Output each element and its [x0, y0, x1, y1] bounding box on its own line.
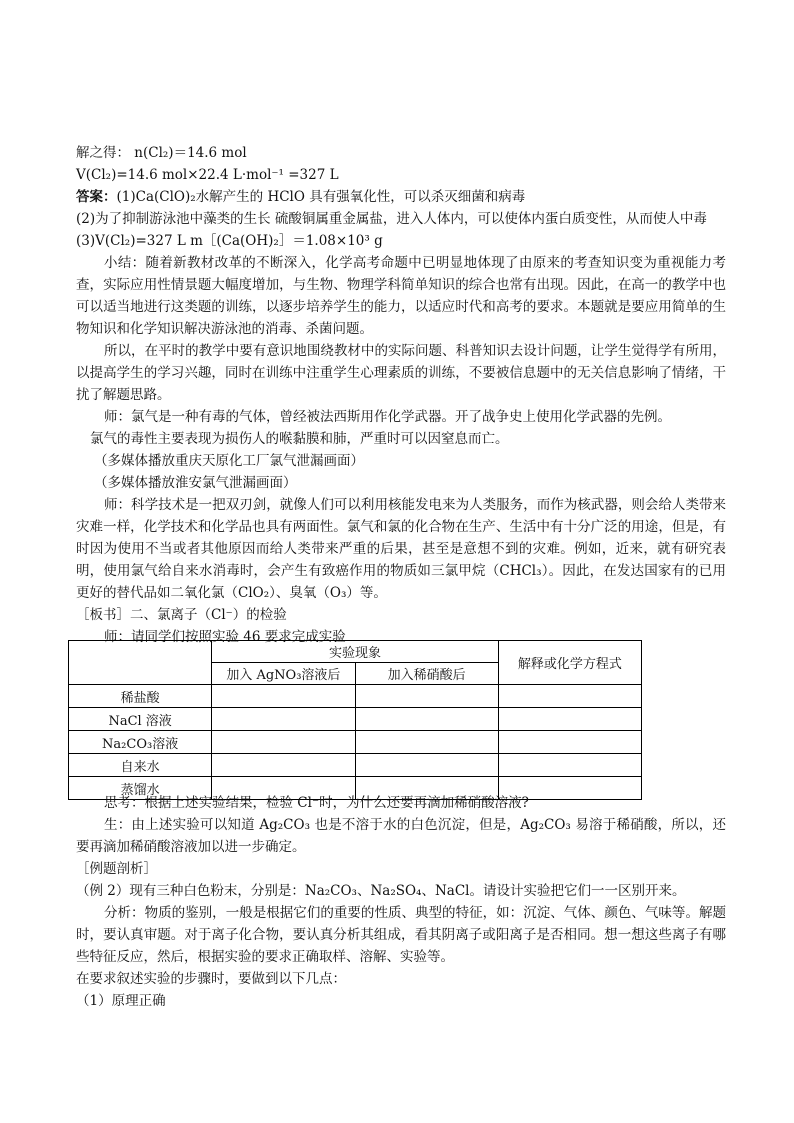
media-line-2: （多媒体播放淮安氯气泄漏画面）: [94, 475, 297, 491]
table-row: [69, 685, 642, 708]
steps-intro: 在要求叙述实验的步骤时，要做到以下几点：: [76, 971, 346, 987]
row-label: NaCl 溶液: [69, 708, 212, 731]
teacher-paragraph-2: 师：科学技术是一把双刃剑，就像人们可以利用核能发电来为人类服务，而作为核武器，则会给人类带来灾难一样，化学技术和化学品也具有两面性。氯气和氯的化合物在生产、生活中有十分广泛的用途，但是，有时因为使用不当或者其他原因而给人类带来严重的后果，甚至是意想不到的灾难。例如，近来，就有研究表明，使用氯气给自来水消毒时，会产生有致癌作用的物质如三氯甲烷（CHCl₃）。因此，在发达国家有的已用更好的替代品如二氧化氯（ClO₂）、臭氧（O₃）等。: [76, 497, 726, 601]
toxicity-line: 氯气的毒性主要表现为损伤人的喉黏膜和肺，严重时可以因窒息而亡。: [90, 431, 509, 447]
table-cell: [355, 685, 498, 708]
table-cell: [212, 708, 355, 731]
answer-line-1: [76, 186, 726, 208]
table-cell: [498, 708, 641, 731]
table-cell: [212, 731, 355, 754]
table-cell: [498, 685, 641, 708]
table-cell: [355, 754, 498, 777]
teaching-paragraph: 所以，在平时的教学中要有意识地围绕教材中的实际问题、科普知识去设计问题，让学生觉得学有所用，以提高学生的学习兴趣，同时在训练中注重学生心理素质的训练，不要被信息题中的无关信息影响了情绪，干扰了解题思路。: [76, 343, 726, 403]
answer-text-1: (1)Ca(ClO)₂水解产生的 HClO 具有强氧化性，可以杀灭细菌和病毒: [116, 189, 526, 205]
answer-line-3: (3)V(Cl₂)=327 L m［(Ca(OH)₂］＝1.08×10³ g: [76, 233, 383, 249]
header-hno3: 加入稀硝酸后: [355, 663, 498, 685]
step-1: （1）原理正确: [76, 993, 166, 1009]
row-label: 稀盐酸: [69, 685, 212, 708]
table-cell: [212, 754, 355, 777]
example-heading: ［例题剖析］: [76, 861, 157, 877]
example-2-line: （例 2）现有三种白色粉末，分别是：Na₂CO₃、Na₂SO₄、NaCl。请设计实验把它们一一区别开来。: [76, 883, 686, 899]
row-label: 蒸馏水: [69, 777, 212, 800]
table-cell: [355, 731, 498, 754]
media-line-1: （多媒体播放重庆天原化工厂氯气泄漏画面）: [94, 453, 364, 469]
summary-paragraph: 小结：随着新教材改革的不断深入，化学高考命题中已明显地体现了由原来的考查知识变为重视能力考查，实际应用性情景题大幅度增加，与生物、物理学科简单知识的综合也常有出现。因此，在高一的教学中也可以适当地进行这类题的训练，以逐步培养学生的能力，以适应时代和高考的要求。本题就是要应用简单的生物知识和化学知识解决游泳池的消毒、杀菌问题。: [76, 255, 726, 337]
document-body: [76, 142, 726, 648]
think-line: 思考：根据上述实验结果，检验 Cl⁻时，为什么还要再滴加稀硝酸溶液?: [104, 795, 529, 811]
header-empty-cell: [69, 641, 212, 685]
table-row: [69, 731, 642, 754]
analysis-paragraph: 分析：物质的鉴别，一般是根据它们的重要的性质、典型的特征，如：沉淀、气体、颜色、气味等。解题时，要认真审题。对于离子化合物，要认真分析其组成，看其阴离子或阳离子是否相同。想一想这些离子有哪些特征反应，然后，根据实验的要求正确取样、溶解、实验等。: [76, 905, 726, 965]
solve-line: 解之得： n(Cl₂)＝14.6 mol: [76, 145, 247, 161]
teacher-line-3: 师：请同学们按照实验 46 要求完成实验: [104, 629, 346, 645]
board-heading: ［板书］二、氯离子（Cl⁻）的检验: [76, 607, 287, 623]
table-cell: [212, 685, 355, 708]
table-header-row: [69, 641, 642, 663]
row-label: Na₂CO₃溶液: [69, 731, 212, 754]
answer-line-2: (2)为了抑制游泳池中藻类的生长 硫酸铜属重金属盐，进入人体内，可以使体内蛋白质变性，从而使人中毒: [76, 211, 707, 227]
header-explanation: 解释或化学方程式: [498, 641, 641, 685]
table-row: [69, 708, 642, 731]
table-cell: [498, 731, 641, 754]
document-body-continued: [76, 792, 726, 1012]
table-row: [69, 754, 642, 777]
header-agno3: 加入 AgNO₃溶液后: [212, 663, 355, 685]
experiment-table: [68, 640, 642, 800]
row-label: 自来水: [69, 754, 212, 777]
volume-line: V(Cl₂)=14.6 mol×22.4 L·mol⁻¹ =327 L: [76, 167, 339, 183]
student-paragraph: 生：由上述实验可以知道 Ag₂CO₃ 也是不溶于水的白色沉淀，但是，Ag₂CO₃ 易溶于稀硝酸，所以，还要再滴加稀硝酸溶液加以进一步确定。: [76, 817, 726, 855]
teacher-line-1: 师：氯气是一种有毒的气体，曾经被法西斯用作化学武器。开了战争史上使用化学武器的先例。: [104, 409, 671, 425]
header-phenomenon: 实验现象: [212, 641, 499, 663]
table-cell: [355, 708, 498, 731]
answer-label: 答案：: [76, 189, 117, 205]
table-cell: [498, 754, 641, 777]
